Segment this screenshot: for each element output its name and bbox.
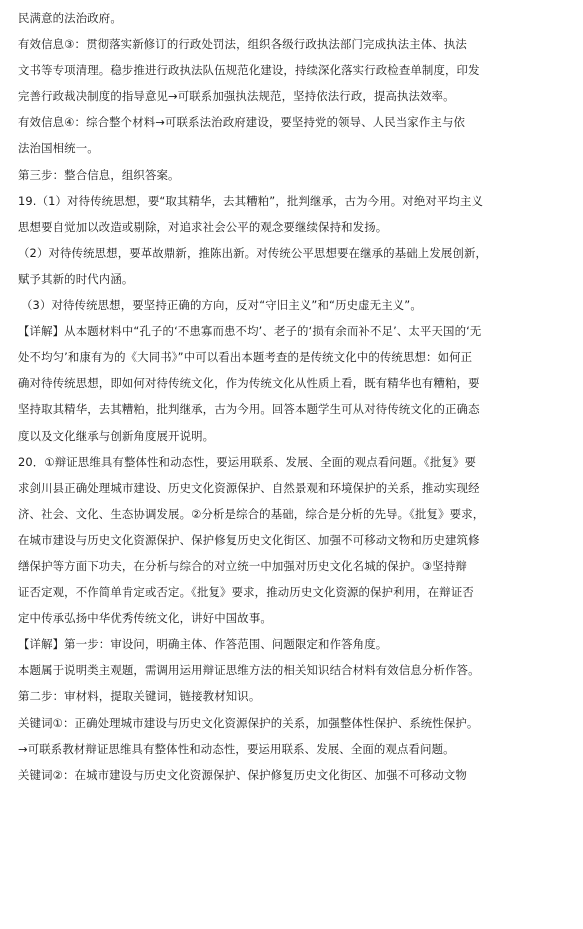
text-line: 【详解】从本题材料中“孔子的‘不患寡而患不均’、老子的‘损有余而补不足’、太平天国的‘无 (18, 324, 482, 339)
text-line: 求剑川县正确处理城市建设、历史文化资源保护、自然景观和环境保护的关系，推动实现经 (18, 480, 480, 495)
text-line: →可联系教材辩证思维具有整体性和动态性，要运用联系、发展、全面的观点看问题。 (18, 741, 455, 756)
text-line: 关键词②：在城市建设与历史文化资源保护、保护修复历史文化街区、加强不可移动文物 (18, 767, 467, 782)
text-line: 度以及文化继承与创新角度展开说明。 (18, 428, 215, 443)
text-line: 处不均匀’和康有为的《大同书》”中可以看出本题考查的是传统文化中的传统思想：如何正 (18, 350, 473, 365)
answer-19-part-2 (18, 240, 573, 292)
text-line: 第二步：审材料，提取关键词，链接教材知识。 (18, 689, 261, 704)
text-line: 定中传承弘扬中华优秀传统文化，讲好中国故事。 (18, 611, 272, 626)
text-line: （3）对待传统思想，要坚持正确的方向，反对“守旧主义”和“历史虚无主义”。 (21, 298, 422, 313)
text-line: 确对待传统思想，即如何对待传统文化，作为传统文化从性质上看，既有精华也有糟粕，要 (18, 376, 480, 391)
question-type-note (18, 657, 573, 683)
keyword-2-paragraph (18, 762, 573, 788)
text-line: 有效信息④：综合整个材料→可联系法治政府建设，要坚持党的领导、人民当家作主与依 (18, 115, 466, 130)
text-line: 思想要自觉加以改造或剔除，对追求社会公平的观念要继续保持和发扬。 (18, 219, 388, 234)
text-line: （2）对待传统思想，要革故鼎新，推陈出新。对传统公平思想要在继承的基础上发展创新， (18, 245, 488, 260)
keyword-1-paragraph (18, 710, 573, 762)
text-line: 缮保护等方面下功夫，在分析与综合的对立统一中加强对历史文化名城的保护。③坚持辩 (18, 558, 467, 573)
text-line: 19.（1）对待传统思想，要“取其精华，去其糟粕”，批判继承，古为今用。对绝对平均主义 (18, 193, 484, 208)
text-line: 济、社会、文化、生态协调发展。②分析是综合的基础，综合是分析的先导。《批复》要求， (18, 506, 485, 521)
answer-20 (18, 449, 573, 632)
text-line: 第三步：整合信息，组织答案。 (18, 167, 180, 182)
text-line: 坚持取其精华，去其糟粕，批判继承，古为今用。回答本题学生可从对待传统文化的正确态 (18, 402, 480, 417)
text-line: 完善行政裁决制度的指导意见→可联系加强执法规范，坚持依法行政，提高执法效率。 (18, 89, 455, 104)
text-line: 有效信息③：贯彻落实新修订的行政处罚法，组织各级行政执法部门完成执法主体、执法 (18, 37, 467, 52)
text-line: 法治国相统一。 (18, 141, 99, 156)
text-line: 关键词①：正确处理城市建设与历史文化资源保护的关系，加强整体性保护、系统性保护。 (18, 715, 479, 730)
text-line: 证否定观，不作简单肯定或否定。《批复》要求，推动历史文化资源的保护利用，在辩证否 (18, 585, 474, 600)
text-line: 在城市建设与历史文化资源保护、保护修复历史文化街区、加强不可移动文物和历史建筑修 (18, 532, 480, 547)
answer-20-explanation-step-1 (18, 631, 573, 657)
text-line: 20．①辩证思维具有整体性和动态性，要运用联系、发展、全面的观点看问题。《批复》要 (18, 454, 477, 469)
effective-info-3-paragraph (18, 31, 573, 109)
answer-19-part-1 (18, 188, 573, 240)
answer-19-part-3 (18, 292, 573, 318)
text-line-continuation (18, 5, 573, 31)
step-two-heading (18, 683, 573, 709)
effective-info-4-paragraph (18, 109, 573, 161)
text-line: 【详解】第一步：审设问，明确主体、作答范围、问题限定和作答角度。 (18, 637, 388, 652)
text-line: 文书等专项清理。稳步推进行政执法队伍规范化建设，持续深化落实行政检查单制度，印发 (18, 63, 480, 78)
text-line: 本题属于说明类主观题，需调用运用辩证思维方法的相关知识结合材料有效信息分析作答。 (18, 663, 480, 678)
text-line: 赋予其新的时代内涵。 (18, 271, 134, 286)
answer-19-explanation (18, 318, 573, 448)
step-three-heading (18, 162, 573, 188)
text-line: 民满意的法治政府。 (18, 11, 122, 25)
